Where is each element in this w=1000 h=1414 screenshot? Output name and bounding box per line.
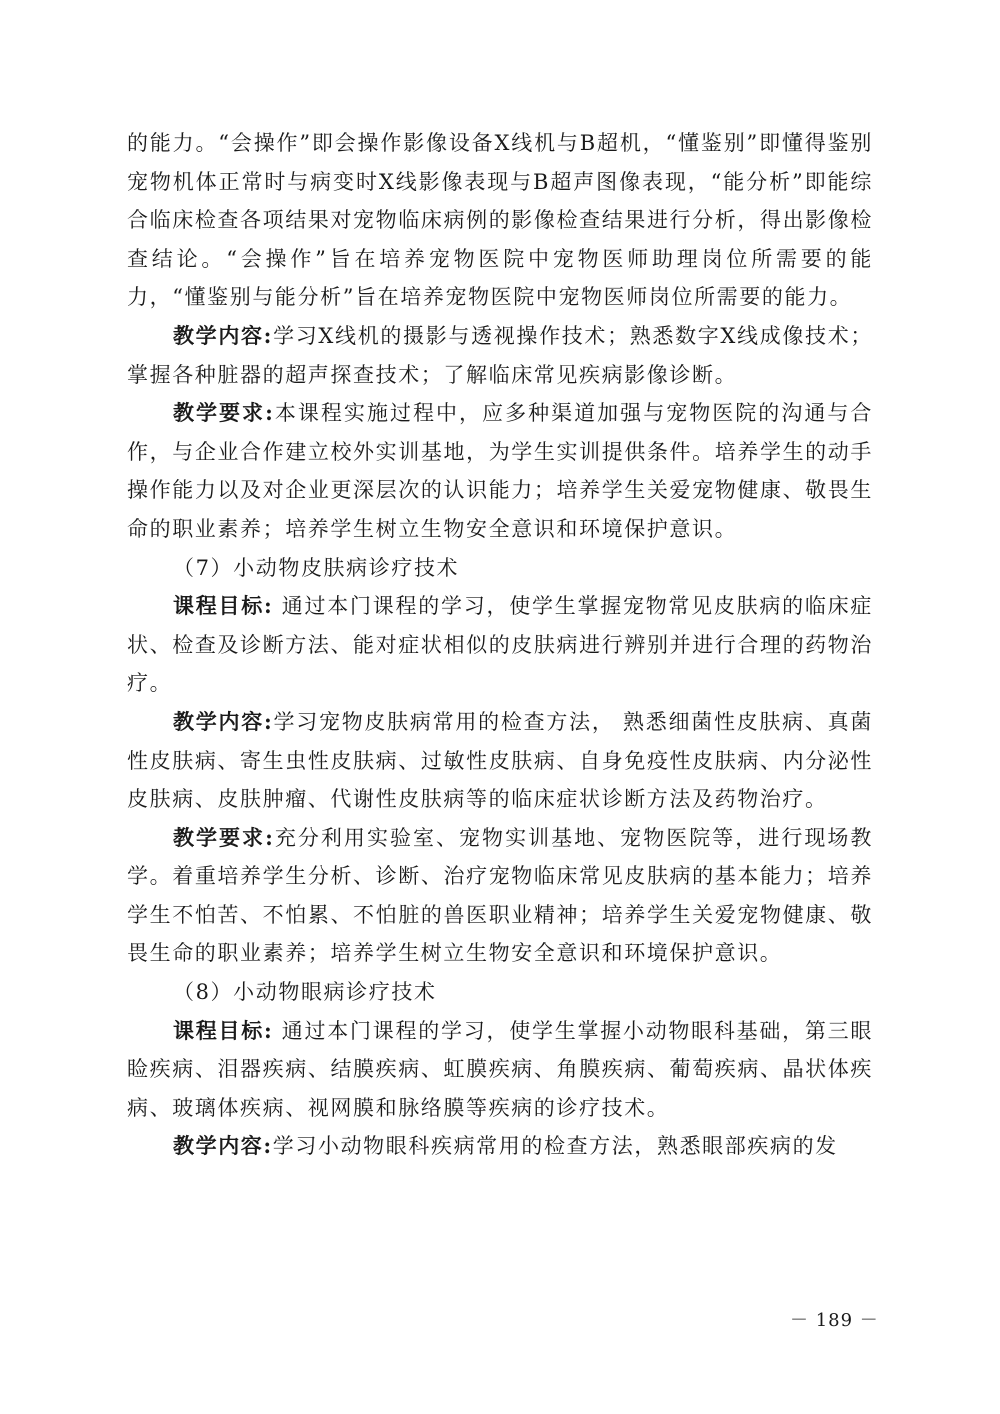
paragraph-skin-objective: 课程目标: 通过本门课程的学习，使学生掌握宠物常见皮肤病的临床症状、检查及诊断方法、能对症状相似的皮肤病进行辨别并进行合理的药物治疗。	[127, 593, 873, 696]
label-teaching-requirements: 教学要求:	[173, 824, 275, 850]
label-teaching-requirements: 教学要求:	[173, 400, 275, 426]
paragraph-imaging-content: 教学内容:学习X线机的摄影与透视操作技术；熟悉数字X线成像技术；掌握各种脏器的超声探查技术；了解临床常见疾病影像诊断。	[127, 322, 873, 387]
section-heading-skin-disease: （7）小动物皮肤病诊疗技术	[173, 555, 460, 580]
body-text	[127, 124, 873, 1166]
label-course-objective: 课程目标:	[173, 593, 274, 619]
paragraph-eye-objective: 课程目标: 通过本门课程的学习，使学生掌握小动物眼科基础，第三眼睑疾病、泪器疾病、结膜疾病、虹膜疾病、角膜疾病、葡萄疾病、晶状体疾病、玻璃体疾病、视网膜和脉络膜等疾病的诊疗技术。	[127, 1017, 873, 1120]
paragraph-skin-content: 教学内容:学习宠物皮肤病常用的检查方法， 熟悉细菌性皮肤病、真菌性皮肤病、寄生虫性皮肤病、过敏性皮肤病、自身免疫性皮肤病、内分泌性皮肤病、皮肤肿瘤、代谢性皮肤病等的临床症状诊断方法及药物治疗。	[127, 708, 873, 812]
label-course-objective: 课程目标:	[173, 1017, 274, 1043]
paragraph-eye-content: 教学内容:学习小动物眼科疾病常用的检查方法，熟悉眼部疾病的发	[173, 1133, 838, 1159]
page-number: － 189 －	[790, 1310, 879, 1331]
paragraph-imaging-abilities: 的能力。“会操作”即会操作影像设备X线机与B超机，“懂鉴别”即懂得鉴别宠物机体正常时与病变时X线影像表现与B超声图像表现，“能分析”即能综合临床检查各项结果对宠物临床病例的影像检查结果进行分析，得出影像检查结论。“会操作”旨在培养宠物医院中宠物医师助理岗位所需要的能力，“懂鉴别与能分析”旨在培养宠物医院中宠物医师岗位所需要的能力。	[127, 131, 873, 310]
label-teaching-content: 教学内容:	[173, 708, 274, 734]
label-teaching-content: 教学内容:	[173, 322, 274, 348]
label-teaching-content: 教学内容:	[173, 1133, 273, 1159]
paragraph-skin-requirements: 教学要求:充分利用实验室、宠物实训基地、宠物医院等，进行现场教学。着重培养学生分析、诊断、治疗宠物临床常见皮肤病的基本能力；培养学生不怕苦、不怕累、不怕脏的兽医职业精神；培养学生关爱宠物健康、敬畏生命的职业素养；培养学生树立生物安全意识和环境保护意识。	[127, 824, 873, 966]
section-heading-eye-disease: （8）小动物眼病诊疗技术	[173, 980, 437, 1005]
paragraph-imaging-requirements: 教学要求:本课程实施过程中，应多种渠道加强与宠物医院的沟通与合作，与企业合作建立校外实训基地，为学生实训提供条件。培养学生的动手操作能力以及对企业更深层次的认识能力；培养学生关爱宠物健康、敬畏生命的职业素养；培养学生树立生物安全意识和环境保护意识。	[127, 400, 873, 541]
